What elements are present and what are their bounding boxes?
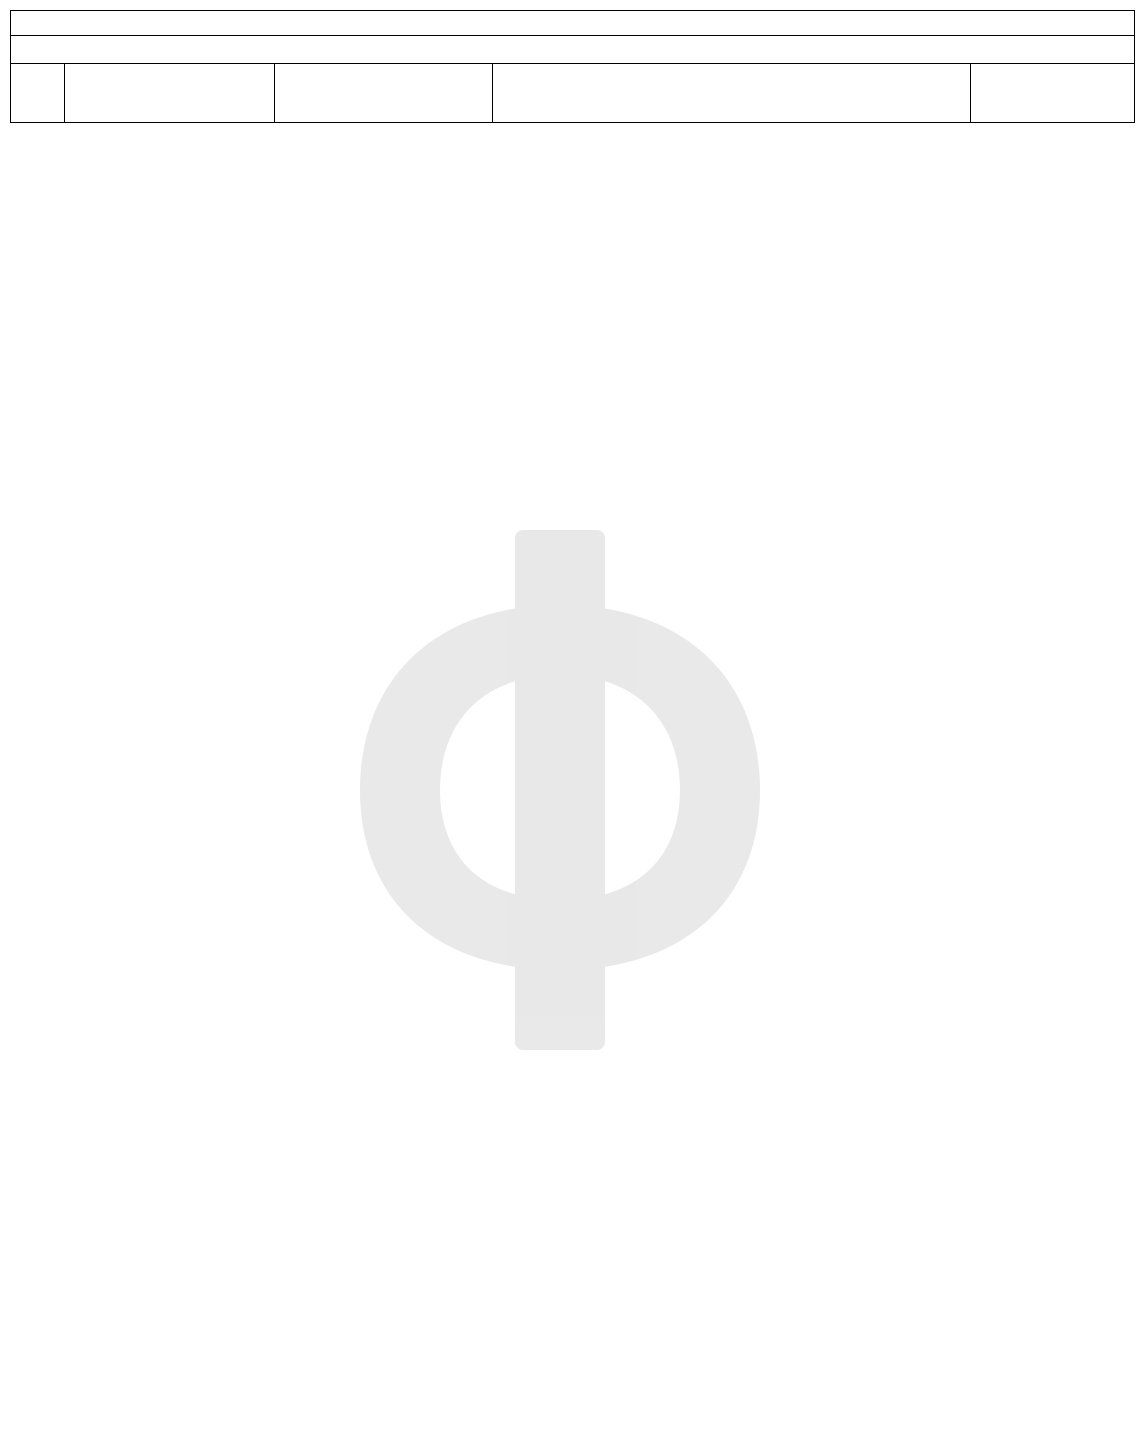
header-seats [971, 64, 1135, 123]
document-page [10, 10, 1134, 123]
phi-letter-watermark-icon [340, 510, 780, 1070]
specialties-table [10, 10, 1135, 123]
header-specialty [493, 64, 971, 123]
section-title [11, 36, 1135, 64]
header-region [65, 64, 275, 123]
header-row [11, 64, 1135, 123]
header-no [11, 64, 65, 123]
header-saek [275, 64, 493, 123]
spacer-row [11, 11, 1135, 36]
section-title-row [11, 36, 1135, 64]
